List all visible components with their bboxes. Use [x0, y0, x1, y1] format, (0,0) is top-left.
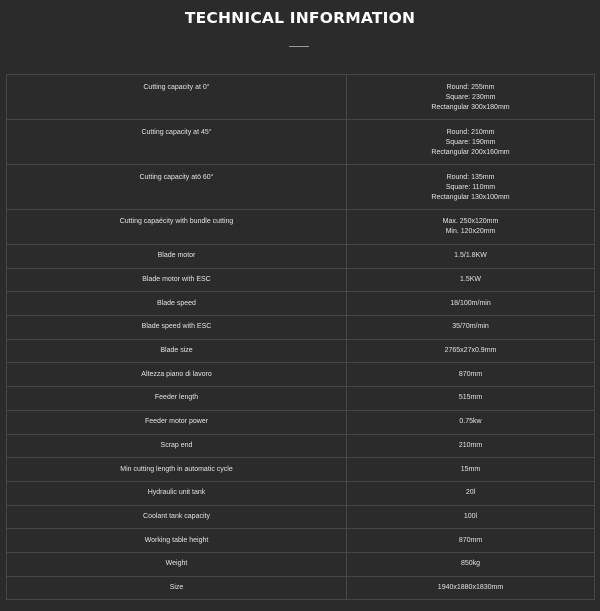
table-row: [7, 529, 594, 553]
spec-value-line: Square: 190mm: [445, 139, 496, 146]
spec-label: Coolant tank capacity: [7, 506, 347, 529]
table-row: [7, 292, 594, 316]
spec-value: 870mm: [458, 370, 483, 378]
spec-label: Cutting capaécity with bundle cutting: [7, 210, 347, 244]
spec-value: 0.75kw: [459, 418, 482, 426]
spec-label: Feeder motor power: [7, 411, 347, 434]
spec-value: [347, 120, 594, 164]
table-row: [7, 553, 594, 577]
spec-label: Hydraulic unit tank: [7, 482, 347, 505]
table-row: [7, 577, 594, 601]
table-row: [7, 316, 594, 340]
spec-label: Scrap end: [7, 435, 347, 458]
spec-value: 1940x1880x1830mm: [437, 583, 504, 591]
table-row: [7, 75, 594, 120]
spec-label: Blade motor: [7, 245, 347, 268]
spec-label: Weight: [7, 553, 347, 576]
spec-label: Cutting capacity at 0°: [7, 75, 347, 119]
spec-label: Blade speed with ESC: [7, 316, 347, 339]
spec-label: Blade size: [7, 340, 347, 363]
spec-value: 210mm: [458, 441, 483, 449]
table-row: [7, 435, 594, 459]
table-row: [7, 387, 594, 411]
spec-value: 35/70m/min: [452, 323, 489, 331]
table-row: [7, 482, 594, 506]
spec-value-line: Round: 135mm: [446, 174, 495, 181]
spec-table: [6, 74, 595, 600]
spec-label: Feeder length: [7, 387, 347, 410]
table-row: [7, 245, 594, 269]
spec-label: Size: [7, 577, 347, 600]
spec-value-line: Rectangular 200x160mm: [431, 149, 510, 156]
table-row: [7, 340, 594, 364]
table-row: [7, 210, 594, 245]
spec-value: 870mm: [458, 536, 483, 544]
spec-value: 2765x27x0.9mm: [444, 347, 497, 355]
spec-value: 850kg: [460, 560, 481, 568]
spec-value: 100l: [463, 512, 478, 520]
spec-value: 18/100m/min: [450, 299, 491, 307]
spec-value-line: Rectangular 300x180mm: [431, 104, 510, 111]
spec-value-line: Min. 120x20mm: [445, 228, 496, 235]
table-row: [7, 458, 594, 482]
spec-value: [347, 165, 594, 209]
table-row: [7, 363, 594, 387]
spec-value: [347, 75, 594, 119]
spec-label: Cutting capacity atö 60°: [7, 165, 347, 209]
spec-value-line: Square: 230mm: [445, 94, 496, 101]
spec-value: [347, 210, 594, 244]
table-row: [7, 506, 594, 530]
spec-value-line: Round: 210mm: [446, 129, 495, 136]
spec-label: Blade motor with ESC: [7, 269, 347, 292]
spec-label: Cutting capacity at 45°: [7, 120, 347, 164]
table-row: [7, 411, 594, 435]
spec-label: Min cutting length in automatic cycle: [7, 458, 347, 481]
spec-value: 515mm: [458, 394, 483, 402]
spec-value: 20l: [465, 489, 476, 497]
title-divider: [289, 46, 309, 47]
table-row: [7, 165, 594, 210]
spec-value: 1.5/1.8KW: [454, 252, 487, 260]
spec-value: 1.5KW: [459, 276, 481, 284]
spec-value-line: Square: 110mm: [445, 184, 496, 191]
spec-value: 15mm: [460, 465, 481, 473]
spec-label: Blade speed: [7, 292, 347, 315]
table-row: [7, 269, 594, 293]
spec-value-line: Max. 250x120mm: [442, 218, 499, 225]
spec-label: Altezza piano di lavoro: [7, 363, 347, 386]
spec-value-line: Rectangular 130x100mm: [431, 194, 510, 201]
table-row: [7, 120, 594, 165]
page-title: TECHNICAL INFORMATION: [184, 9, 416, 27]
spec-value-line: Round: 255mm: [446, 84, 495, 91]
spec-label: Working table height: [7, 529, 347, 552]
